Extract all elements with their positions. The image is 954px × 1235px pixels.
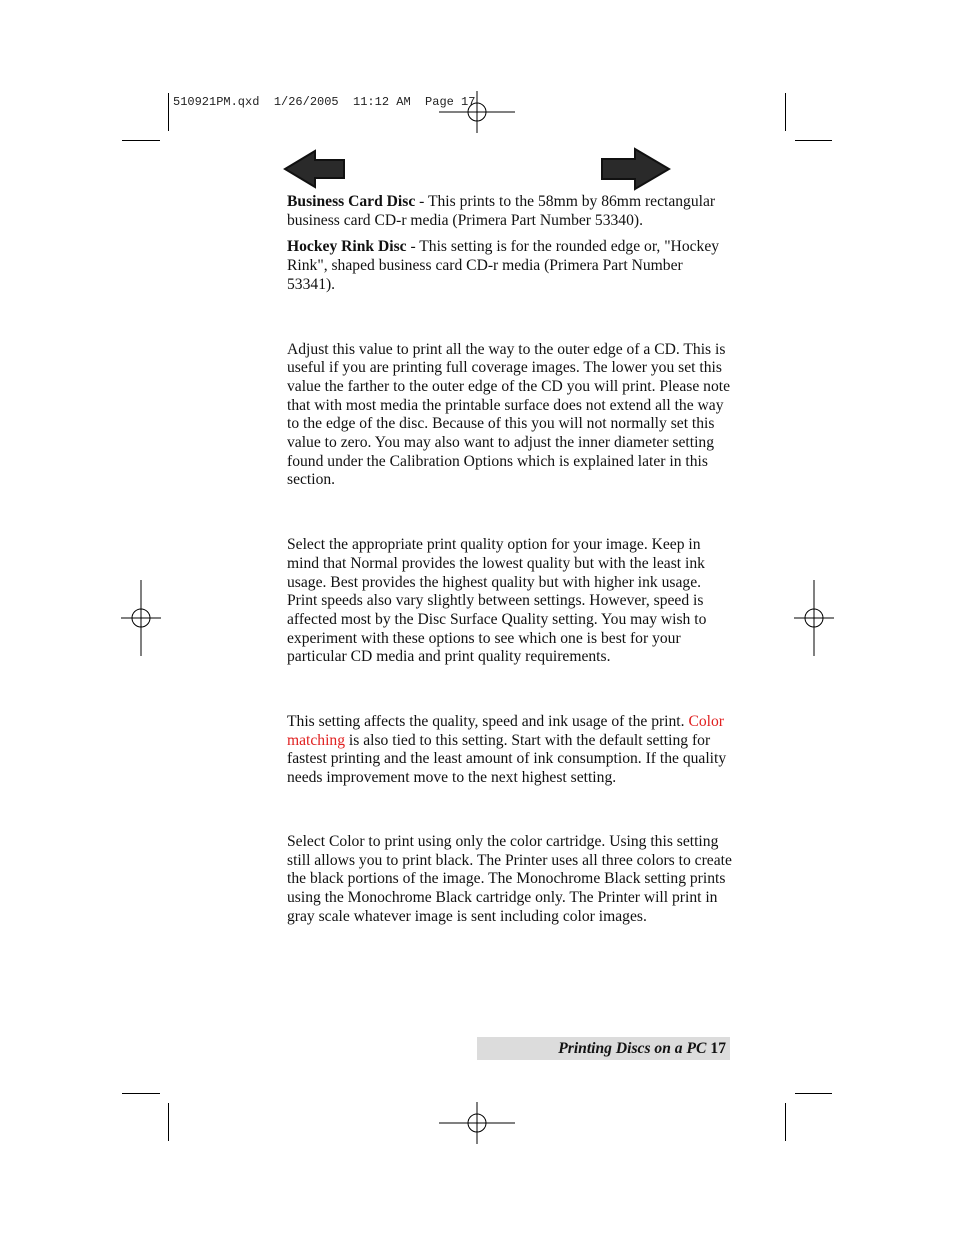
crop-mark [122,1093,160,1094]
outer-margin-paragraph: Adjust this value to print all the way to the outer edge of a CD. This is useful if you are printing full coverage images. The lower you set this value the farther to the outer edge of the CD you will print. Please note that with most media the printable surface does not extend all the way to the edge of the disc. Because of this you will not normally set this value to zero. You may also want to adjust the inner diameter setting found under the Calibration Options which is explained later in this section. [287,340,730,489]
hockey-rink-term: Hockey Rink Disc [287,238,407,256]
left-arrow-icon[interactable] [282,148,348,190]
registration-mark-icon [121,580,161,656]
disc-surface-text-after: is also tied to this setting. Start with the default setting for fastest printing and the least amount of ink consumption. If the quality needs improvement move to the next highest setting. [287,731,727,787]
page-number: 17 [710,1040,726,1057]
crop-mark [168,1103,169,1141]
disc-surface-text-before: This setting affects the quality, speed and ink usage of the print. [287,713,689,731]
hockey-rink-text: - This setting is for the rounded edge or, "Hockey Rink", shaped business card CD-r media (Primera Part Number 53341). [287,238,720,293]
crop-mark [785,1103,786,1141]
hockey-rink-paragraph [287,238,732,294]
registration-mark-icon [439,1102,515,1144]
registration-mark-icon [439,91,515,133]
business-card-text: - This prints to the 58mm by 86mm rectangular business card CD-r media (Primera Part Number 53340). [287,193,716,229]
business-card-term: Business Card Disc [287,193,416,210]
registration-mark-icon [794,580,834,656]
print-slug: 510921PM.qxd 1/26/2005 11:12 AM Page 17 [173,95,476,109]
page-content [287,193,732,926]
footer-title: Printing Discs on a PC [558,1040,707,1057]
print-quality-paragraph: Select the appropriate print quality option for your image. Keep in mind that Normal provides the lowest quality but with the least ink usage. Best provides the highest quality but with higher ink usage. Print speeds also vary slightly between settings. However, speed is affected most by the Disc Surface Quality setting. You may wish to experiment with these options to see which one is best for your particular CD media and print quality requirements. [287,536,707,666]
color-matching-link[interactable]: Color matching [287,713,724,749]
crop-mark [795,140,832,141]
color-mode-paragraph: Select Color to print using only the color cartridge. Using this setting still allows you to print black. The Printer uses all three colors to create the black portions of the image. The Monochrome Black setting prints using the Monochrome Black cartridge only. The Printer will print in gray scale whatever image is sent including color images. [287,832,732,925]
crop-mark [785,93,786,131]
disc-surface-paragraph [287,713,732,788]
crop-mark [122,140,160,141]
footer-bar [477,1037,730,1060]
crop-mark [168,93,169,131]
business-card-paragraph [287,193,732,230]
crop-mark [795,1093,832,1094]
right-arrow-icon[interactable] [600,146,672,192]
